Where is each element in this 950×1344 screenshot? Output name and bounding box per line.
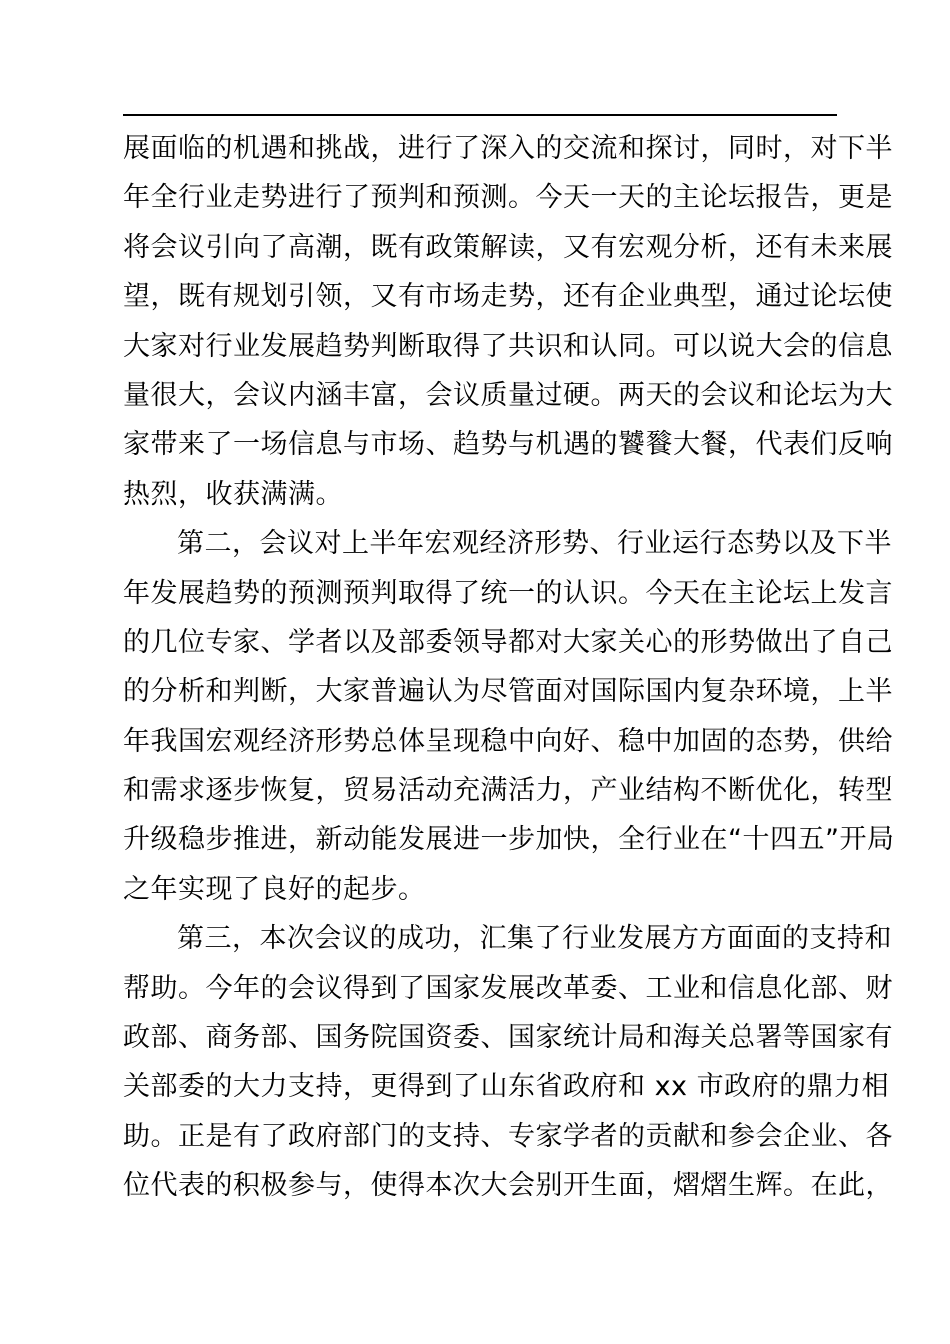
paragraph-start-line: 第三，本次会议的成功，汇集了行业发展方方面面的支持和 [177,923,892,955]
body-text [123,124,895,1211]
text-line: 年全行业走势进行了预判和预测。今天一天的主论坛报告，更是 [123,182,893,214]
text-line: 政部、商务部、国务院国资委、国家统计局和海关总署等国家有 [123,1022,893,1054]
text-line: 展面临的机遇和挑战，进行了深入的交流和探讨，同时，对下半 [123,133,893,164]
text-line: 年我国宏观经济形势总体呈现稳中向好、稳中加固的态势，供给 [123,725,893,757]
text-line: 望，既有规划引领，又有市场走势，还有企业典型，通过论坛使 [123,281,893,313]
text-line: 年发展趋势的预测预判取得了统一的认识。今天在主论坛上发言 [123,577,893,609]
text-line: 位代表的积极参与，使得本次大会别开生面，熠熠生辉。在此， [123,1170,893,1202]
text-line: 和需求逐步恢复，贸易活动充满活力，产业结构不断优化，转型 [123,775,893,807]
text-line: 关部委的大力支持，更得到了山东省政府和 xx 市政府的鼎力相 [123,1071,890,1103]
text-line: 大家对行业发展趋势判断取得了共识和认同。可以说大会的信息 [123,330,893,362]
text-line: 的分析和判断，大家普遍认为尽管面对国际国内复杂环境，上半 [123,676,893,708]
text-line: 热烈，收获满满。 [123,478,343,510]
text-line: 帮助。今年的会议得到了国家发展改革委、工业和信息化部、财 [123,972,893,1004]
text-line: 将会议引向了高潮，既有政策解读，又有宏观分析，还有未来展 [123,231,893,263]
header-rule [123,114,837,116]
text-line: 升级稳步推进，新动能发展进一步加快，全行业在“十四五”开局 [123,824,895,856]
text-line: 助。正是有了政府部门的支持、专家学者的贡献和参会企业、各 [123,1120,893,1152]
text-line: 家带来了一场信息与市场、趋势与机遇的饕餮大餐，代表们反响 [123,429,893,461]
text-line: 量很大，会议内涵丰富，会议质量过硬。两天的会议和论坛为大 [123,379,893,411]
paragraph-start-line: 第二，会议对上半年宏观经济形势、行业运行态势以及下半 [177,528,892,560]
text-line: 的几位专家、学者以及部委领导都对大家关心的形势做出了自己 [123,626,893,658]
text-line: 之年实现了良好的起步。 [123,873,426,905]
